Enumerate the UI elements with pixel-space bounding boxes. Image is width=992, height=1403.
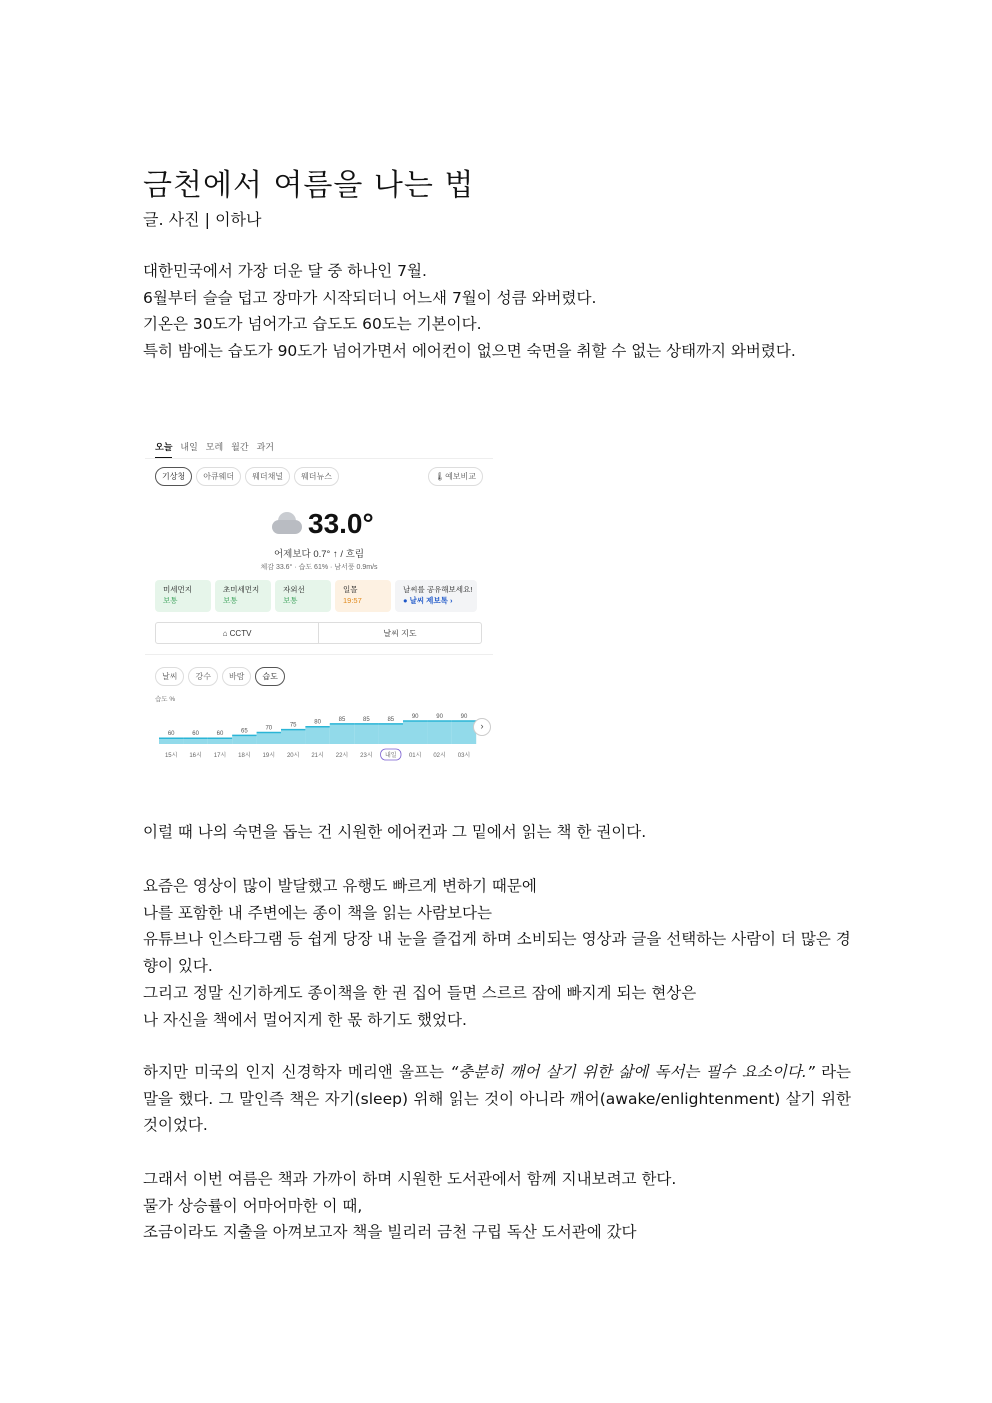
chevron-right-icon: › [473, 718, 491, 736]
chart-tabs [155, 667, 285, 686]
weather-day-tabs [155, 440, 274, 459]
humidity-bar [183, 738, 207, 744]
hour-tick-label: 내일 [385, 753, 397, 759]
quote-text: “충분히 깨어 살기 위한 삶에 독서는 필수 요소이다.” [450, 1063, 815, 1081]
hour-tick-label: 21시 [311, 753, 324, 759]
divider [145, 654, 493, 655]
card-value: 19:57 [343, 596, 362, 605]
weather-screenshot [145, 432, 493, 770]
hour-tick-label: 15시 [164, 753, 178, 759]
humidity-value-label: 75 [289, 722, 297, 729]
paragraph-3 [143, 1059, 851, 1139]
card-value: 보통 [283, 596, 298, 605]
humidity-value-label: 60 [216, 731, 224, 738]
hour-tick-label: 20시 [286, 753, 300, 759]
humidity-bar [354, 724, 378, 744]
text-line: 6월부터 슬슬 덥고 장마가 시작되더니 어느새 7월이 성큼 와버렸다. [143, 288, 597, 307]
humidity-bar [281, 730, 305, 744]
hour-tick-label: 19시 [262, 753, 276, 759]
humidity-value-label: 85 [387, 716, 395, 723]
humidity-bar [232, 735, 256, 744]
humidity-value-label: 90 [436, 713, 443, 720]
chip-kma: 기상청 [155, 467, 192, 486]
card-value: 보통 [223, 596, 238, 605]
air-quality-cards [155, 580, 477, 612]
text-line: 특히 밤에는 습도가 90도가 넘어가면서 에어컨이 없으면 숙면을 취할 수 없는 상태까지 와버렸다. [143, 342, 796, 361]
tab-monthly: 월간 [231, 442, 249, 452]
humidity-bar [427, 721, 451, 744]
current-weather [270, 504, 374, 544]
text-line: 그래서 이번 여름은 책과 가까이 하며 시원한 도서관에서 함께 지내보려고 한다. [143, 1170, 677, 1188]
humidity-bar [330, 724, 354, 744]
divider [145, 458, 493, 459]
paragraph-1 [143, 819, 851, 846]
hour-tick-label: 03시 [457, 753, 471, 759]
tab-day-after: 모레 [205, 442, 224, 452]
humidity-bar [403, 721, 427, 744]
hour-tick-label: 01시 [408, 753, 422, 759]
hour-tick-label: 23시 [360, 753, 373, 759]
weather-buttons [155, 622, 482, 644]
cloudy-icon [270, 512, 304, 536]
intro-paragraph [143, 258, 851, 365]
text-line: 이럴 때 나의 숙면을 돕는 건 시원한 에어컨과 그 밑에서 읽는 책 한 권이다. [143, 823, 647, 841]
card-label: 일몰 [343, 585, 358, 594]
text-line: 유튜브나 인스타그램 등 쉽게 당장 내 눈을 즐겁게 하며 소비되는 영상과 글을 선택하는 사람이 더 많은 경향이 있다. [143, 930, 851, 976]
text-segment: 하지만 미국의 인지 신경학자 메리앤 울프는 [143, 1063, 451, 1081]
humidity-value-label: 70 [265, 725, 273, 732]
humidity-value-label: 85 [363, 716, 370, 723]
humidity-value-label: 90 [460, 713, 468, 720]
humidity-value-label: 60 [167, 731, 175, 738]
text-line: 요즘은 영상이 많이 발달했고 유행도 빠르게 변하기 때문에 [143, 877, 537, 895]
text-line: 기온은 30도가 넘어가고 습도도 60도는 기본이다. [143, 315, 482, 334]
hour-tick-label: 02시 [433, 753, 446, 759]
byline: 글. 사진 | 이하나 [143, 210, 262, 229]
card-value: 보통 [163, 596, 178, 605]
fine-dust-card [155, 580, 211, 612]
humidity-bar [208, 738, 232, 744]
text-line: 그리고 정말 신기하게도 종이책을 한 권 집어 들면 스르르 잠에 빠지게 되는 현상은 [143, 983, 697, 1002]
weather-details: 체감 33.6° · 습도 61% · 남서풍 0.9m/s [260, 564, 378, 571]
chart-unit-label: 습도 % [155, 696, 176, 703]
weather-source-chips [155, 467, 339, 486]
cctv-button: ⌂ CCTV [222, 628, 252, 638]
humidity-value-label: 90 [411, 713, 419, 720]
text-line: 대한민국에서 가장 더운 달 중 하나인 7월. [143, 262, 427, 280]
forecast-compare-chip: 🌡예보비교 [428, 467, 483, 486]
card-label: 자외선 [283, 585, 305, 594]
sunset-card [335, 580, 391, 612]
card-value: ● 날씨 제보톡 › [403, 596, 453, 605]
text-line: 물가 상승률이 어마어마한 이 때, [143, 1196, 363, 1215]
current-temperature: 33.0° [308, 508, 374, 539]
hour-tick-label: 17시 [213, 753, 227, 759]
chip-weatherchannel: 웨더채널 [245, 467, 290, 486]
chip-weathernews: 웨더뉴스 [294, 467, 339, 486]
hour-tick-label: 18시 [238, 753, 251, 759]
chart-tab-rain: 강수 [188, 667, 217, 686]
humidity-value-label: 80 [314, 719, 321, 726]
chart-tab-weather: 날씨 [155, 667, 184, 686]
humidity-value-label: 85 [338, 716, 346, 723]
tab-tomorrow: 내일 [180, 442, 198, 452]
ultrafine-dust-card [215, 580, 271, 612]
humidity-chart [145, 702, 493, 766]
text-line: 나 자신을 책에서 멀어지게 한 몫 하기도 했었다. [143, 1010, 467, 1029]
uv-card [275, 580, 331, 612]
chart-tab-wind: 바람 [222, 667, 251, 686]
paragraph-4 [143, 1166, 851, 1246]
humidity-bar [379, 724, 403, 744]
humidity-bar [159, 738, 183, 744]
article-title: 금천에서 여름을 나는 법 [143, 168, 475, 203]
humidity-bar [257, 732, 281, 744]
paragraph-2 [143, 873, 851, 1033]
hour-tick-label: 16시 [189, 753, 202, 759]
text-line: 조금이라도 지출을 아껴보고자 책을 빌리러 금천 구립 독산 도서관에 갔다 [143, 1223, 637, 1242]
text-segment: 라는 말을 했다. 그 말인즉 책은 자기(sleep) 위해 읽는 것이 아니라 깨어(awake/enlightenment) 살기 위한 것이었다. [143, 1063, 852, 1135]
weather-map-button: 날씨 지도 [318, 623, 481, 643]
share-weather-card [395, 580, 477, 612]
tab-past: 과거 [256, 442, 274, 452]
weather-summary: 어제보다 0.7° ↑ / 흐림 [273, 549, 364, 560]
chart-tab-humidity: 습도 [255, 667, 284, 686]
text-line: 나를 포함한 내 주변에는 종이 책을 읽는 사람보다는 [143, 903, 492, 922]
card-label: 날씨를 공유해보세요! [403, 585, 473, 594]
card-label: 초미세먼지 [223, 585, 260, 594]
card-label: 미세먼지 [163, 585, 192, 594]
humidity-value-label: 60 [192, 731, 199, 738]
humidity-value-label: 65 [241, 728, 248, 735]
humidity-bar [305, 727, 329, 744]
tab-today: 오늘 [155, 440, 172, 459]
chip-accuweather: 아큐웨더 [196, 467, 241, 486]
hour-tick-label: 22시 [335, 753, 349, 759]
